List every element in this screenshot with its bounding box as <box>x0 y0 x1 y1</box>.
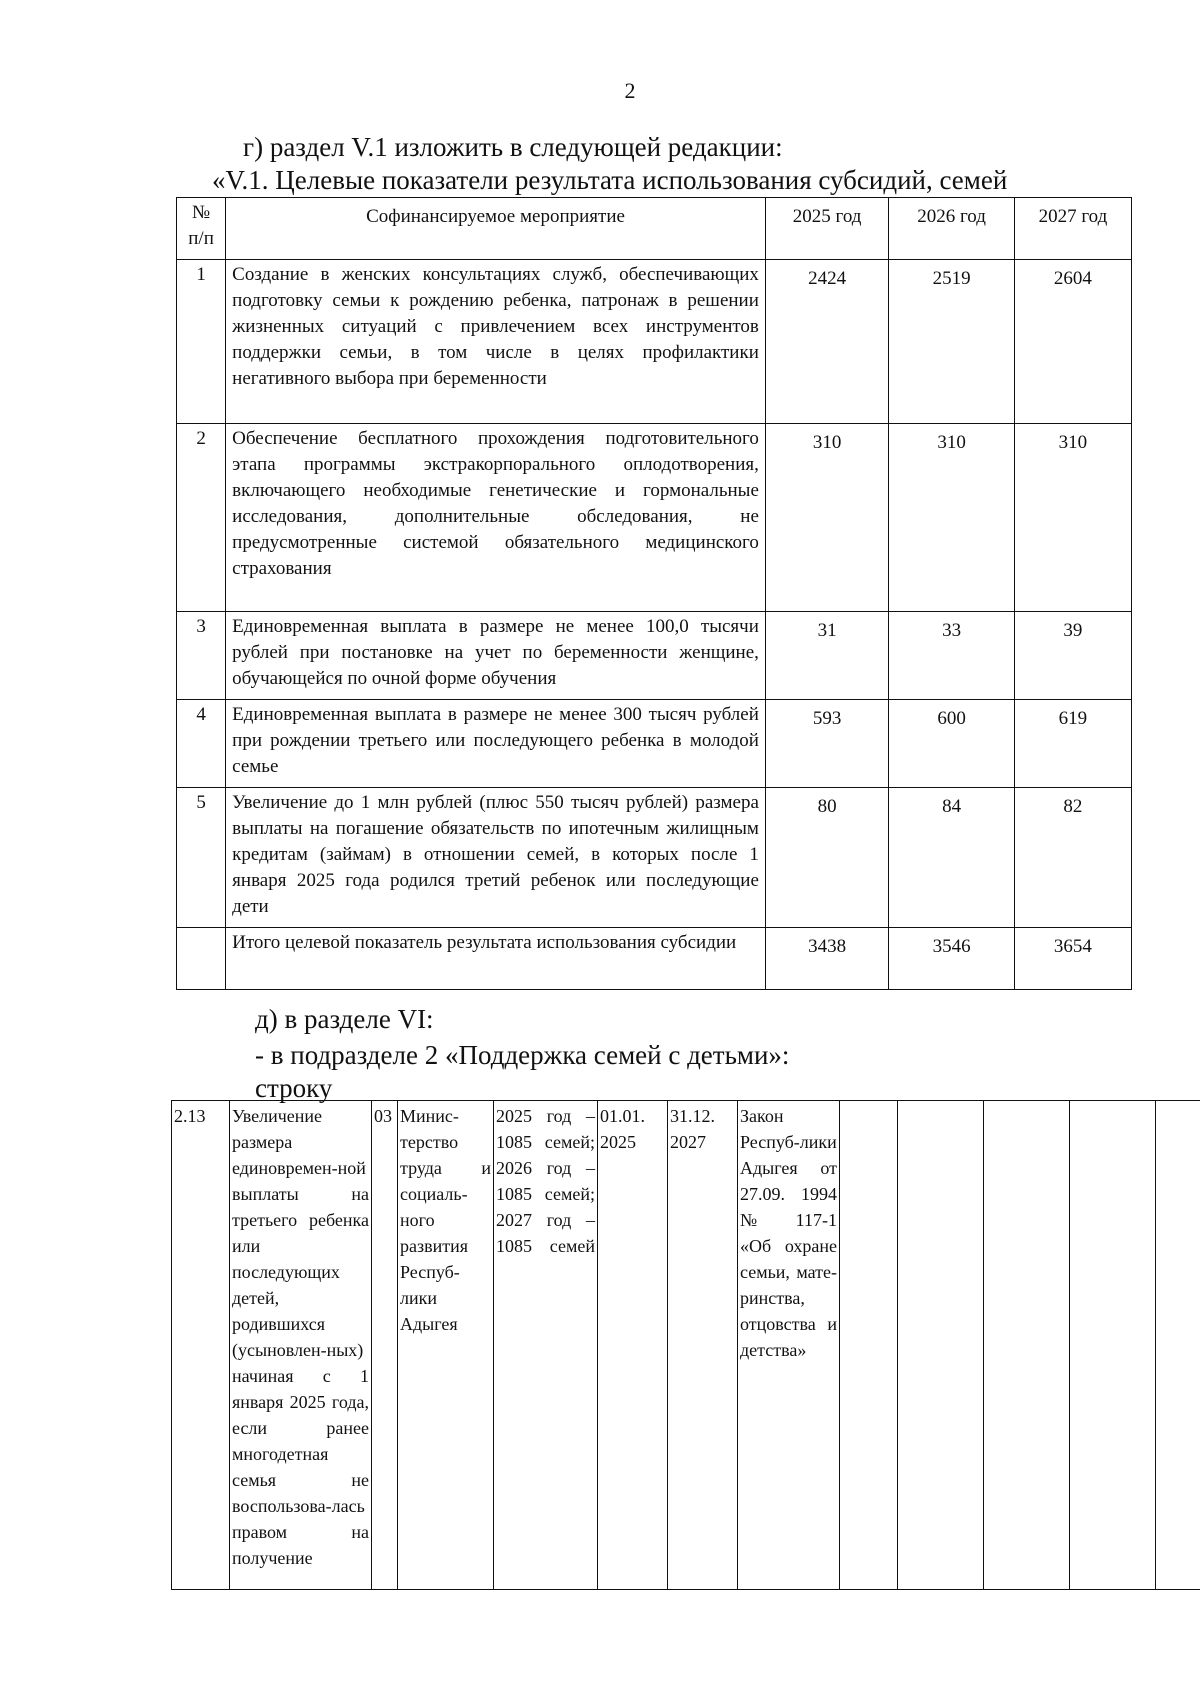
header-2027: 2027 год <box>1014 198 1131 260</box>
measure-law: Закон Респуб-лики Адыгея от 27.09. 1994 № 117-1 «Об охране семьи, мате-ринства, отцовства и детства» <box>738 1101 840 1590</box>
row-description: Создание в женских консультациях служб, обеспечивающих подготовку семьи к рождению ребенка, патронаж в решении жизненных ситуаций с привлечением всех инструментов поддержки семьи, в том числе в целях профилактики негативного выбора при беременности <box>226 260 766 424</box>
value-2025: 2424 <box>765 260 888 424</box>
header-2025: 2025 год <box>765 198 888 260</box>
table-row <box>177 612 1132 700</box>
row-description: Единовременная выплата в размере не менее 300 тысяч рублей при рождении третьего или последующего ребенка в молодой семье <box>226 700 766 788</box>
value-2026: 33 <box>889 612 1015 700</box>
value-2026: 2519 <box>889 260 1015 424</box>
value-2027: 2604 <box>1014 260 1131 424</box>
value-2027: 82 <box>1014 788 1131 928</box>
table-row <box>177 700 1132 788</box>
empty-cell <box>840 1101 898 1590</box>
section-g-title: «V.1. Целевые показатели результата использования субсидий, семей <box>212 165 1008 195</box>
value-2027: 310 <box>1014 424 1131 612</box>
measure-executor: Минис-терство труда и социаль-ного развития Респуб-лики Адыгея <box>398 1101 494 1590</box>
table-header-row <box>177 198 1132 260</box>
row-number: 5 <box>177 788 226 928</box>
total-2027: 3654 <box>1014 928 1131 990</box>
value-2025: 80 <box>765 788 888 928</box>
row-description: Обеспечение бесплатного прохождения подготовительного этапа программы экстракорпорального оплодотворения, включающего необходимые генетические и гормональные исследования, дополнительные обследования, не предусмотренные системой обязательного медицинского страхования <box>226 424 766 612</box>
value-2027: 39 <box>1014 612 1131 700</box>
section-d-subsection: - в подразделе 2 «Поддержка семей с детьми»: <box>255 1040 790 1070</box>
empty-cell <box>898 1101 984 1590</box>
table-row <box>177 424 1132 612</box>
page-number: 2 <box>624 78 636 103</box>
measure-code: 2.13 <box>172 1101 230 1590</box>
table-row <box>172 1101 1200 1590</box>
row-number <box>177 928 226 990</box>
value-2025: 310 <box>765 424 888 612</box>
empty-cell <box>1156 1101 1200 1590</box>
section-g-intro: г) раздел V.1 изложить в следующей редакции: <box>243 132 783 162</box>
header-activity: Софинансируемое мероприятие <box>226 198 766 260</box>
total-2026: 3546 <box>889 928 1015 990</box>
row-description: Единовременная выплата в размере не менее 100,0 тысячи рублей при постановке на учет по беременности женщине, обучающейся по очной форме обучения <box>226 612 766 700</box>
value-2026: 600 <box>889 700 1015 788</box>
measures-table <box>171 1100 1200 1590</box>
row-number: 2 <box>177 424 226 612</box>
header-2026: 2026 год <box>889 198 1015 260</box>
table-row <box>177 260 1132 424</box>
empty-cell <box>1070 1101 1156 1590</box>
value-2025: 593 <box>765 700 888 788</box>
section-d-row-word: строку <box>255 1073 333 1103</box>
value-2026: 310 <box>889 424 1015 612</box>
section-d-intro: д) в разделе VI: <box>255 1004 434 1034</box>
row-number: 3 <box>177 612 226 700</box>
row-number: 1 <box>177 260 226 424</box>
total-2025: 3438 <box>765 928 888 990</box>
value-2026: 84 <box>889 788 1015 928</box>
row-description: Итого целевой показатель результата использования субсидии <box>226 928 766 990</box>
measure-indicators: 2025 год – 1085 семей; 2026 год – 1085 семей; 2027 год – 1085 семей <box>494 1101 598 1590</box>
header-number: № п/п <box>177 198 226 260</box>
row-description: Увеличение до 1 млн рублей (плюс 550 тысяч рублей) размера выплаты на погашение обязательств по ипотечным жилищным кредитам (займам) в отношении семей, в которых после 1 января 2025 года родился третий ребенок или последующие дети <box>226 788 766 928</box>
target-indicators-table <box>176 197 1132 990</box>
measure-column-3: 03 <box>372 1101 398 1590</box>
row-number: 4 <box>177 700 226 788</box>
empty-cell <box>984 1101 1070 1590</box>
measure-start-date: 01.01. 2025 <box>598 1101 668 1590</box>
value-2027: 619 <box>1014 700 1131 788</box>
table-row <box>177 788 1132 928</box>
value-2025: 31 <box>765 612 888 700</box>
measure-end-date: 31.12. 2027 <box>668 1101 738 1590</box>
table-total-row <box>177 928 1132 990</box>
measure-description: Увеличение размера единовремен-ной выплаты на третьего ребенка или последующих детей, родившихся (усыновлен-ных) начиная с 1 января 2025 года, если ранее многодетная семья не воспользова-лась правом на получение <box>230 1101 372 1590</box>
